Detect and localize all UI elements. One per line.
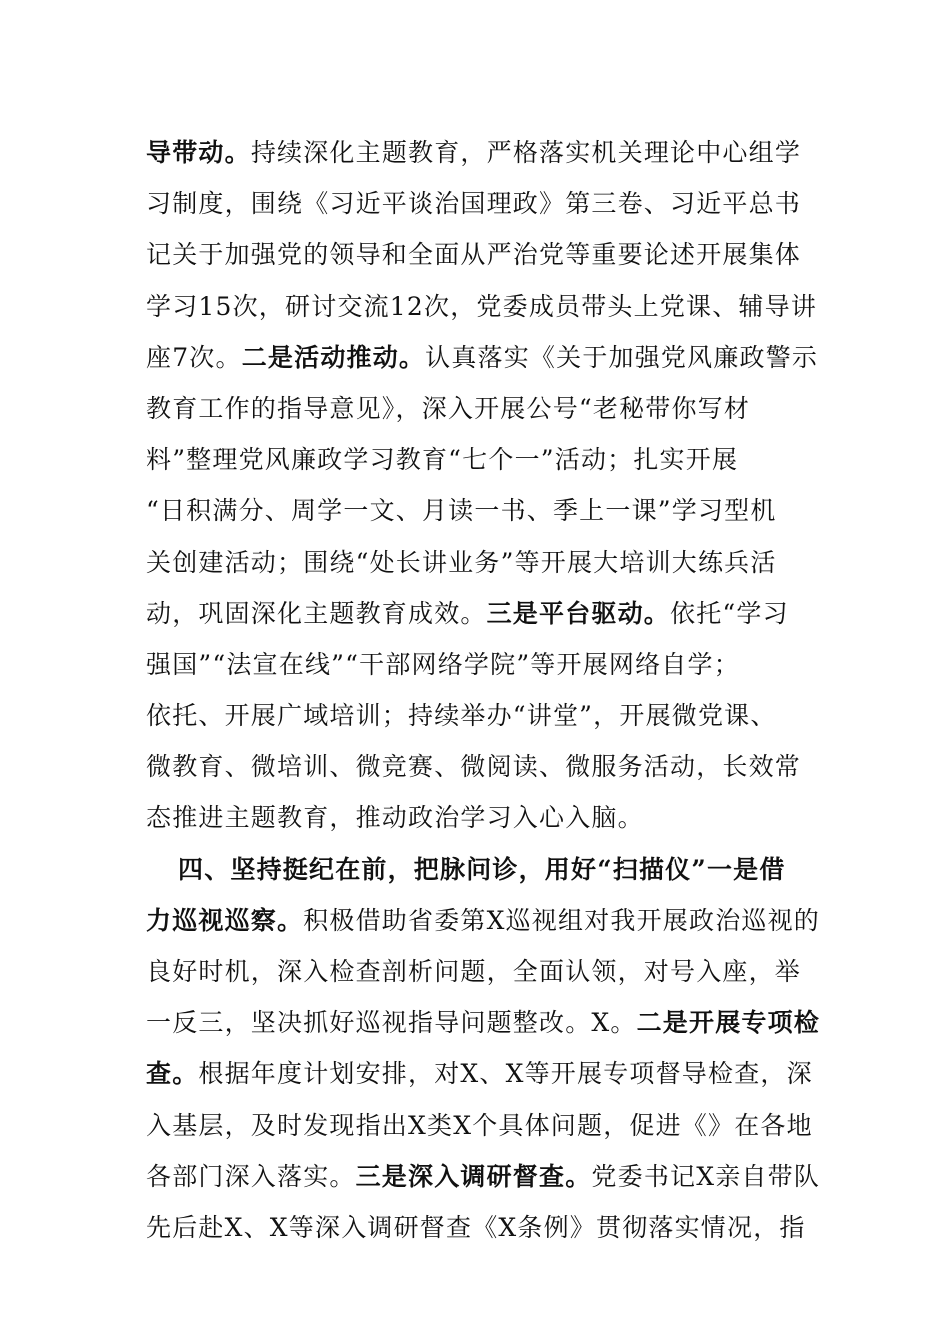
bold-heading-text: 二是开展专项检 [636,1008,821,1038]
bold-heading-text: 力巡视巡察。 [146,905,304,935]
text-line [146,537,826,588]
body-text: “日积满分、周学一文、月读一书、季上一课”学习型机 [146,496,777,526]
body-text: 积极借助省委第X巡视组对我开展政治巡视的 [303,905,821,935]
text-line [146,485,826,536]
text-line [146,383,826,434]
text-line [146,639,826,690]
body-text: 关创建活动；围绕“处长讲业务”等开展大培训大练兵活 [146,547,777,577]
text-line [146,1048,826,1099]
text-line [146,792,826,843]
text-line [146,588,826,639]
body-text: 依托“学习 [670,598,789,628]
text-line [146,281,826,332]
body-text: 党委书记X亲自带队 [591,1161,821,1191]
text-line [146,229,826,280]
body-text: 动，巩固深化主题教育成效。 [146,598,487,628]
text-line [146,844,826,895]
bold-heading-text: 四、坚持挺纪在前，把脉问诊，用好“扫描仪”一是借 [178,854,786,884]
body-text: 根据年度计划安排，对X、X等开展专项督导检查，深 [198,1059,813,1089]
bold-heading-text: 二是活动推动。 [241,342,426,372]
body-text: 习制度，围绕《习近平谈治国理政》第三卷、习近平总书 [146,189,802,219]
body-text: 先后赴X、X等深入调研督查《X条例》贯彻落实情况，指 [146,1212,806,1242]
body-text: 一反三，坚决抓好巡视指导问题整改。X。 [146,1008,637,1038]
text-line [146,741,826,792]
body-text: 记关于加强党的领导和全面从严治党等重要论述开展集体 [146,240,802,270]
text-line [146,1151,826,1202]
text-line [146,434,826,485]
body-text: 持续深化主题教育，严格落实机关理论中心组学 [250,138,802,167]
body-text: 态推进主题教育，推动政治学习入心入脑。 [146,803,644,833]
body-text: 入基层，及时发现指出X类X个具体问题，促进《》在各地 [146,1110,813,1140]
bold-heading-text: 三是平台驱动。 [486,598,671,628]
body-text: 良好时机，深入检查剖析问题，全面认领，对号入座，举 [146,957,802,986]
text-line [146,332,826,383]
bold-heading-text: 三是深入调研督查。 [355,1161,592,1191]
text-line [146,690,826,741]
body-text: 认真落实《关于加强党风廉政警示 [425,342,819,372]
text-line [146,178,826,229]
document-body [146,127,826,1253]
text-line [146,895,826,946]
body-text: 料”整理党风廉政学习教育“七个一”活动；扎实开展 [146,445,739,475]
text-line [146,1100,826,1151]
body-text: 微教育、微培训、微竞赛、微阅读、微服务活动，长效常 [146,752,802,782]
text-line [146,946,826,997]
body-text: 学习15次，研讨交流12次，党委成员带头上党课、辅导讲 [146,291,818,321]
bold-heading-text: 查。 [146,1059,199,1089]
text-line [146,997,826,1048]
bold-heading-text: 导带动。 [146,138,251,167]
body-text: 各部门深入落实。 [146,1161,356,1191]
body-text: 教育工作的指导意见》，深入开展公号“老秘带你写材 [146,393,751,423]
text-line [146,1202,826,1253]
body-text: 依托、开展广域培训；持续举办“讲堂”，开展微党课、 [146,701,777,731]
text-line [146,127,826,178]
body-text: 座7次。 [146,342,242,372]
body-text: 强国”“法宣在线”“干部网络学院”等开展网络自学； [146,649,740,679]
